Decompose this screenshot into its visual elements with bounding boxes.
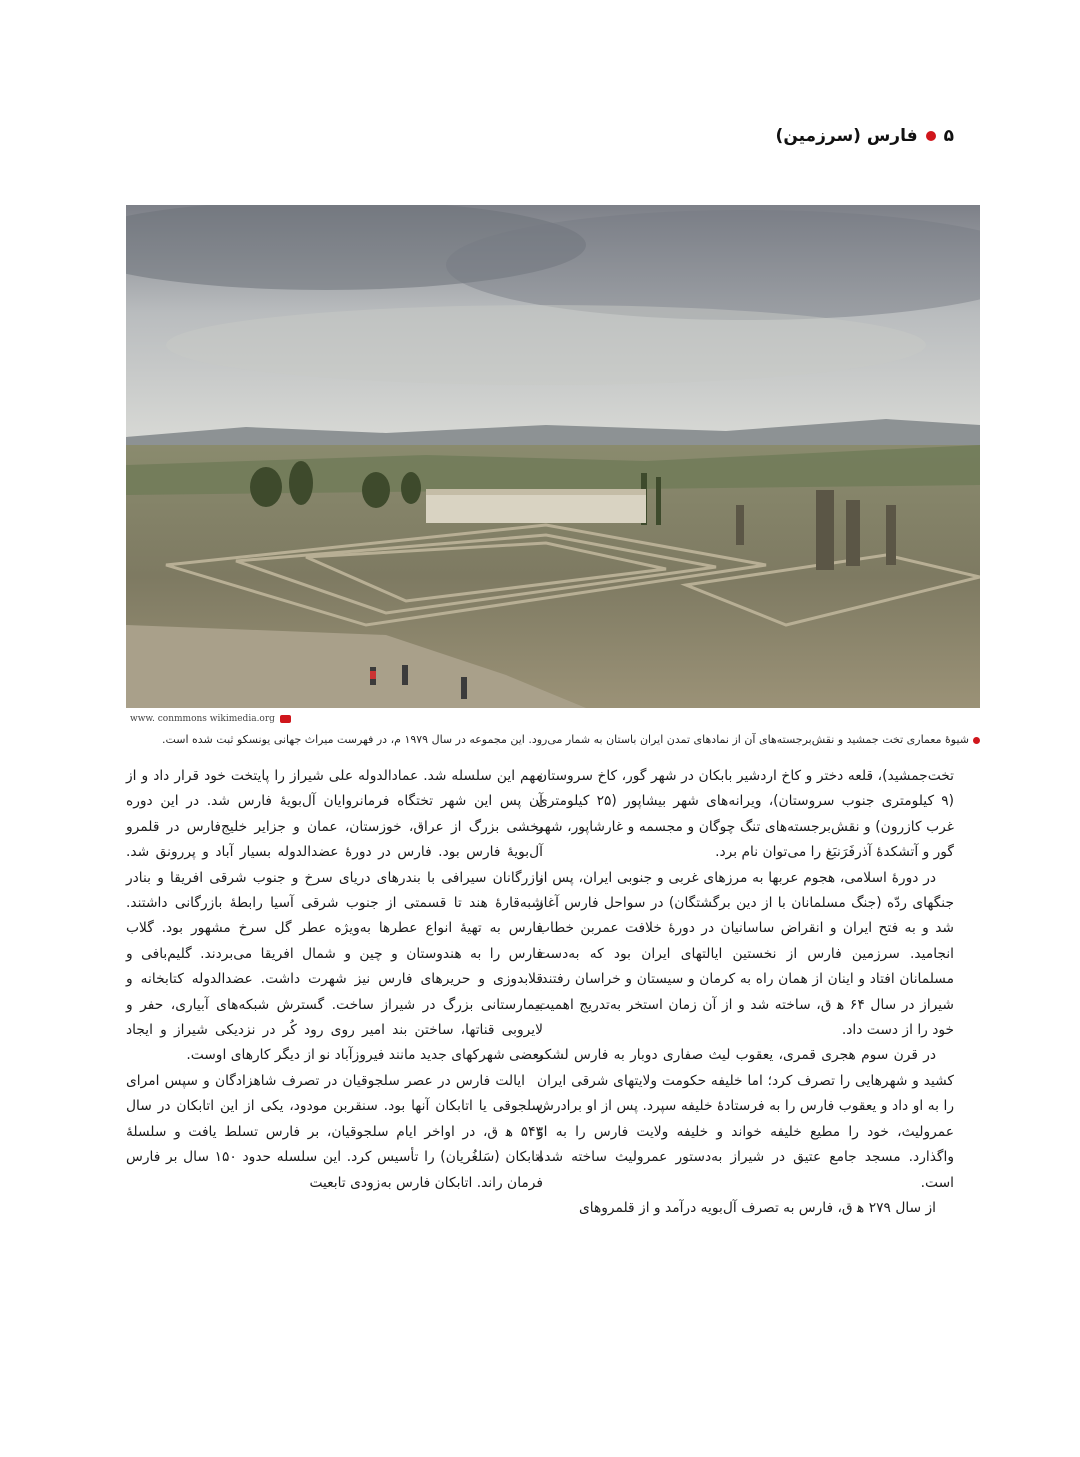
- page-header: [126, 124, 954, 148]
- figure-caption: [100, 732, 980, 748]
- right-text-column: [537, 764, 954, 1221]
- paragraph: تخت‌جمشید)، قلعه دختر و کاخ اردشیر بابکان در شهر گور، کاخ سروستان (۹ کیلومتری جنوب سروستان)، ویرانه‌های شهر بیشاپور (۲۵ کیلومتری غرب کازرون) و نقش‌برجسته‌های تنگ چوگان و مجسمه و غارشاپور، شهر گور و آتشکدهٔ آذرفَرَنبَغ را می‌توان نام برد.: [537, 768, 955, 861]
- paragraph: از سال ۲۷۹ ه‍ ق، فارس به تصرف آل‌بویه درآمد و از قلمروهای: [578, 1199, 936, 1216]
- camera-icon: [280, 715, 291, 723]
- page-number: ۵: [943, 126, 954, 146]
- landscape-illustration: [126, 205, 980, 708]
- red-dot-icon: [926, 131, 936, 141]
- caption-text: شیوهٔ معماری تخت جمشید و نقش‌برجسته‌های آن از نمادهای تمدن ایران باستان به شمار می‌رود. این مجموعه در سال ۱۹۷۹ م، در فهرست میراث جهانی یونسکو ثبت شده است.: [161, 733, 969, 746]
- credit-text: www. conmmons wikimedia.org: [130, 714, 275, 724]
- red-bullet-icon: [973, 737, 980, 744]
- running-title: فارس (سرزمین): [775, 126, 918, 146]
- persepolis-photo: [126, 205, 980, 708]
- paragraph: ایالت فارس در عصر سلجوقیان در تصرف شاهزادگان و سپس امرای سلجوقی یا اتابکان آنها بود. سنقربن مودود، یکی از این اتابکان در سال ۵۴۳ ه‍ ق، در اواخر ایام سلجوقیان، بر فارس تسلط یافت و سلسلهٔ اتابکان (سَلغُریان) را تأسیس کرد. این سلسله حدود ۱۵۰ سال بر فارس فرمان راند. اتابکان فارس به‌زودی تابعیت: [126, 1072, 544, 1191]
- paragraph: در قرن سوم هجری قمری، یعقوب لیث صفاری دوبار به فارس لشکر کشید و شهرهایی را تصرف کرد؛ اما خلیفه حکومت ولایتهای شرقی ایران را به او داد و یعقوب فارس را به فرستادهٔ خلیفه سپرد. پس از او برادرش عمرولیث، خود را مطیع خلیفه خواند و خلیفه ولایت فارس را به او واگذارد. مسجد جامع عتیق در شیراز به‌دستور عمرولیث ساخته شده است.: [537, 1047, 954, 1191]
- left-text-column: [126, 764, 543, 1196]
- paragraph: مهم این سلسله شد. عمادالدوله علی شیراز را پایتخت خود قرار داد و از آن پس این شهر تختگاه فرمانروایان آل‌بویهٔ فارس شد. در این دوره بخشی بزرگ از عراق، خوزستان، عمان و جزایر خلیج‌فارس در قلمرو آل‌بویهٔ فارس بود. فارس در دورهٔ عضدالدوله بسیار آباد و پررونق شد. بازرگانان سیرافی با بندرهای دریای سرخ و جنوب شرقی افریقا و بنادر شبه‌قارهٔ هند تا قسمتی از جنوب شرقی آسیا رابطهٔ بازرگانی داشتند. فارس به تهیهٔ انواع عطرها به‌ویژه عطر گل سرخ مشهور بود. گلاب فارس را به هندوستان و چین و شمال افریقا می‌بردند. گلیم‌بافی و قلابدوزی و حریرهای فارس نیز شهرت داشت. عضدالدوله کتابخانه و بیمارستانی بزرگ در شیراز ساخت. گسترش شبکه‌های آبیاری، حفر و لایروبی قناتها، ساختن بند امیر روی رود کُر در نزدیکی شیراز و ایجاد بعضی شهرکهای جدید مانند فیروزآباد نو از دیگر کارهای اوست.: [126, 768, 543, 1064]
- photo-credit: [130, 714, 291, 724]
- paragraph: در دورهٔ اسلامی، هجوم عربها به مرزهای غربی و جنوبی ایران، پس از جنگهای ردّه (جنگ مسلمانان با از دین برگشتگان) در سواحل فارس آغاز شد و به فتح ایران و انقراض ساسانیان در دورهٔ خلافت عمربن خطاب انجامید. سرزمین فارس از نخستین ایالتهای ایران بود که به‌دست مسلمانان افتاد و اینان از همان راه به کرمان و سیستان و خراسان رفتند. شیراز در سال ۶۴ ه‍ ق، ساخته شد و از آن زمان استخر به‌تدریج اهمیت خود را از دست داد.: [537, 869, 954, 1039]
